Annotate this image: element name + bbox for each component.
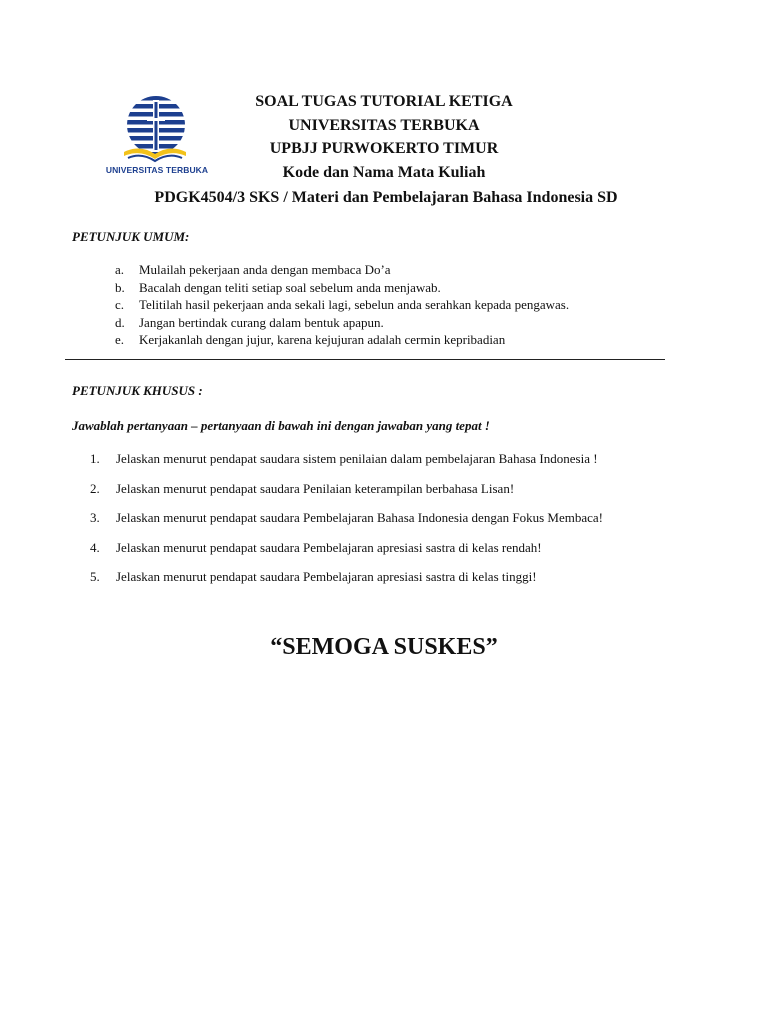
- university-name: UNIVERSITAS TERBUKA: [288, 117, 480, 134]
- closing-message: “SEMOGA SUSKES”: [270, 634, 498, 660]
- question-item: [90, 510, 603, 540]
- question-item: [90, 481, 603, 511]
- course-heading: Kode dan Nama Mata Kuliah: [282, 164, 486, 181]
- question-text: Jelaskan menurut pendapat saudara Pembelajaran Bahasa Indonesia dengan Fokus Membaca!: [116, 510, 603, 525]
- unit-name: UPBJJ PURWOKERTO TIMUR: [269, 140, 499, 157]
- question-number: 2.: [90, 480, 100, 496]
- document-title: SOAL TUGAS TUTORIAL KETIGA: [255, 93, 513, 110]
- list-item-label: d.: [115, 314, 125, 330]
- question-item: [90, 540, 603, 570]
- list-item-text: Telitilah hasil pekerjaan anda sekali lagi, sebelun anda serahkan kepada pengawas.: [139, 297, 570, 312]
- question-number: 4.: [90, 539, 100, 555]
- question-list: [90, 451, 603, 599]
- list-item-label: a.: [115, 262, 125, 277]
- answer-instruction: Jawablah pertanyaan – pertanyaan di bawah ini dengan jawaban yang tepat !: [72, 418, 490, 433]
- list-item: [115, 261, 569, 279]
- list-item-label: c.: [115, 297, 125, 312]
- question-item: [90, 569, 603, 599]
- list-item: [115, 279, 569, 297]
- question-number: 1.: [90, 451, 100, 466]
- general-instructions-heading: PETUNJUK UMUM:: [72, 229, 190, 244]
- list-item: [115, 314, 569, 332]
- list-item-text: Jangan bertindak curang dalam bentuk apapun.: [139, 314, 384, 330]
- course-code-name: PDGK4504/3 SKS / Materi dan Pembelajaran Bahasa Indonesia SD: [154, 189, 618, 206]
- question-number: 3.: [90, 510, 100, 525]
- list-item-label: e.: [115, 332, 125, 347]
- list-item-text: Kerjakanlah dengan jujur, karena kejujuran adalah cermin kepribadian: [139, 332, 506, 347]
- list-item: [115, 331, 569, 349]
- specific-instructions-heading: PETUNJUK KHUSUS :: [72, 383, 203, 398]
- question-text: Jelaskan menurut pendapat saudara Penilaian keterampilan berbahasa Lisan!: [116, 480, 515, 496]
- list-item: [115, 296, 569, 314]
- list-item-text: Mulailah pekerjaan anda dengan membaca Do’a: [139, 262, 391, 277]
- question-text: Jelaskan menurut pendapat saudara sistem penilaian dalam pembelajaran Bahasa Indonesia !: [116, 451, 598, 466]
- horizontal-divider: [65, 359, 665, 360]
- logo-wordmark: UNIVERSITAS TERBUKA: [105, 165, 209, 175]
- general-instructions-list: [115, 261, 569, 349]
- question-number: 5.: [90, 569, 100, 584]
- question-item: [90, 451, 603, 481]
- list-item-text: Bacalah dengan teliti setiap soal sebelum anda menjawab.: [139, 279, 441, 295]
- question-text: Jelaskan menurut pendapat saudara Pembelajaran apresiasi sastra di kelas rendah!: [116, 539, 542, 555]
- question-text: Jelaskan menurut pendapat saudara Pembelajaran apresiasi sastra di kelas tinggi!: [116, 569, 537, 584]
- list-item-label: b.: [115, 279, 125, 295]
